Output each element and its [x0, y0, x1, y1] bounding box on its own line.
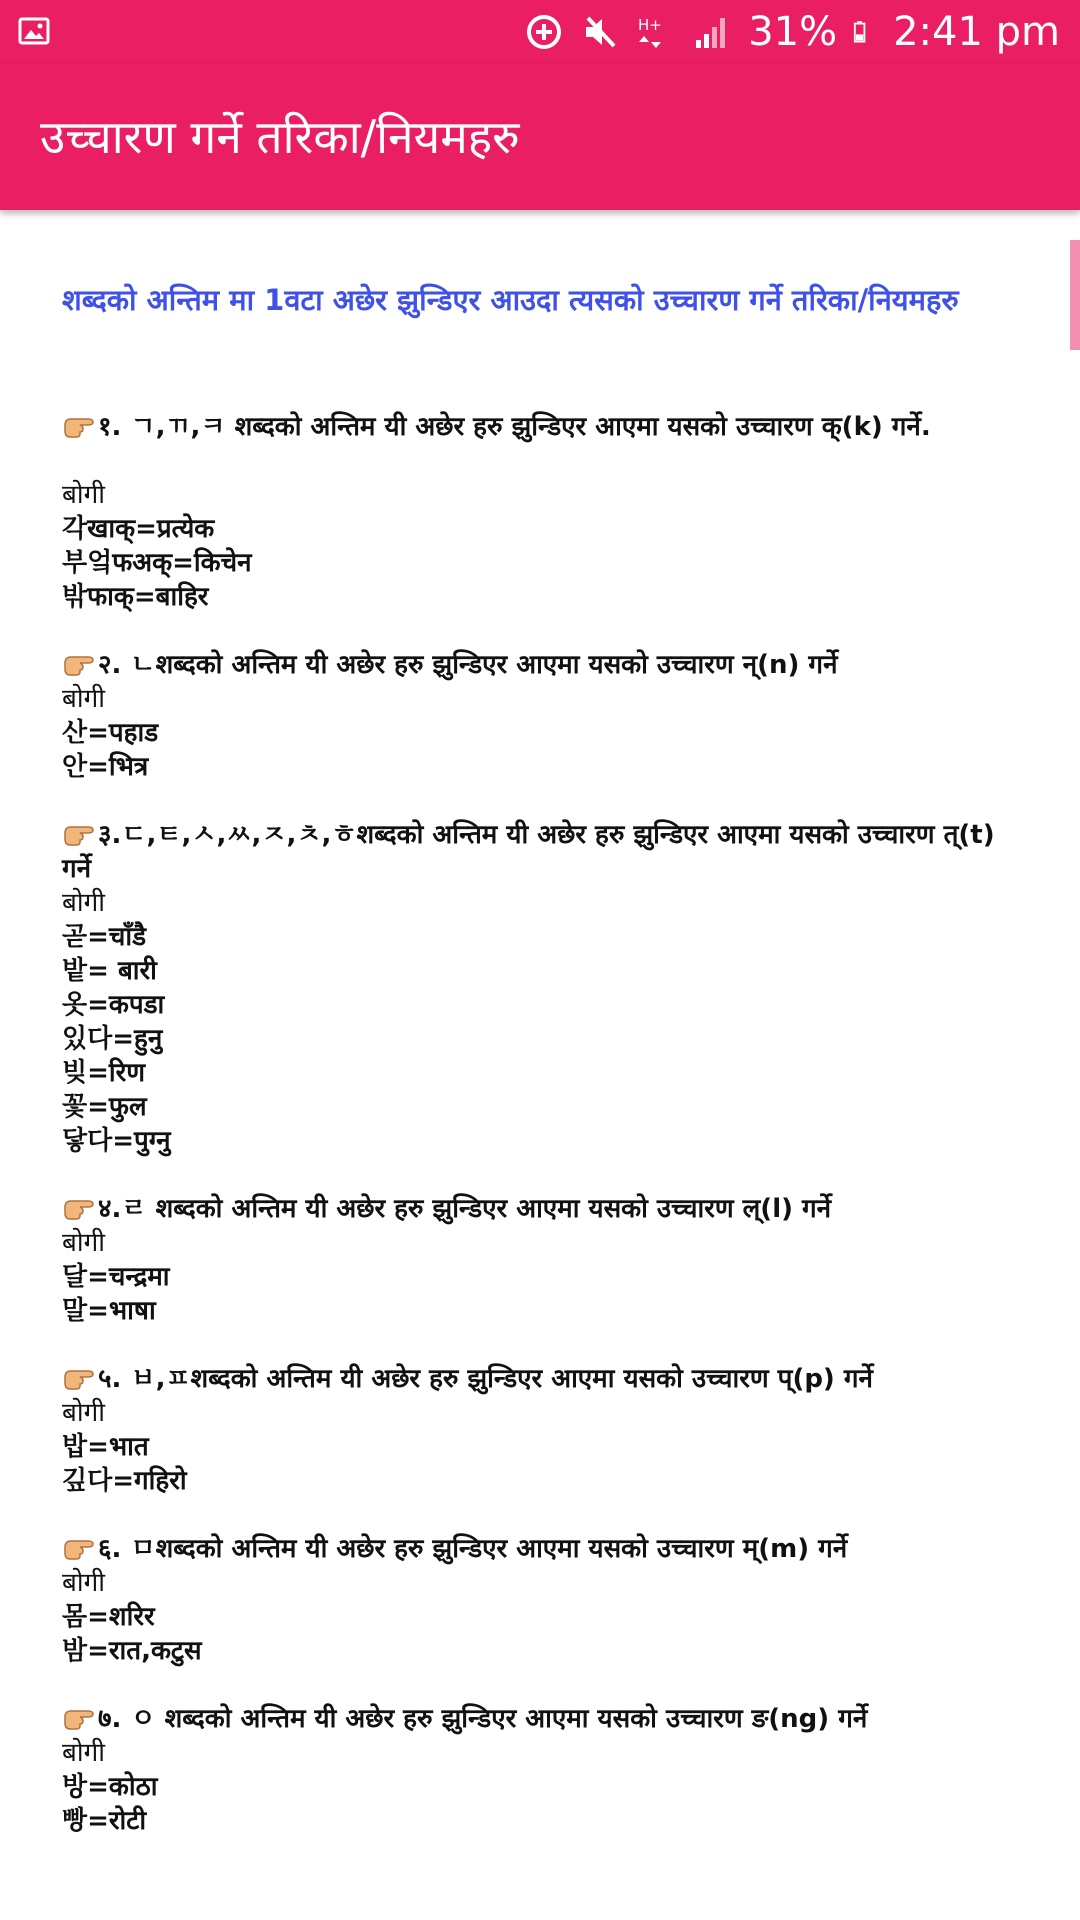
article [62, 280, 1012, 1872]
example-item: 곧=चाँडै [62, 922, 147, 952]
example-item: 밭= बारी [62, 956, 157, 986]
example-item: 부엌फअक्=किचेन [62, 548, 252, 578]
example-label: बोगी [62, 684, 105, 714]
pointing-hand-icon [62, 819, 96, 849]
example-label: बोगी [62, 1228, 105, 1258]
mute-icon [580, 12, 620, 52]
rule-section [62, 410, 1012, 614]
example-item: 빚=रिण [62, 1058, 146, 1088]
example-item: 밖फाक्=बाहिर [62, 582, 209, 612]
page-title: उच्चारण गर्ने तरिका/नियमहरु [40, 110, 520, 164]
rule-text [62, 410, 1012, 444]
rule-label: ६. ㅁशब्दको अन्तिम यी अछेर हरु झुन्डिएर आएमा यसको उच्चारण म्(m) गर्ने [98, 1534, 848, 1564]
rule-section [62, 818, 1012, 1158]
example-item: 말=भाषा [62, 1296, 156, 1326]
rule-text [62, 1702, 1012, 1736]
example-item: 산=पहाड [62, 718, 159, 748]
app-bar [0, 64, 1080, 210]
example-item: 깊다=गहिरो [62, 1466, 187, 1496]
example-label: बोगी [62, 1568, 105, 1598]
pointing-hand-icon [62, 1533, 96, 1563]
example-item: 달=चन्द्रमा [62, 1262, 170, 1292]
example-item: 있다=हुनु [62, 1024, 163, 1054]
example-item: 꽃=फुल [62, 1092, 147, 1122]
rule-text [62, 648, 1012, 682]
pointing-hand-icon [62, 1363, 96, 1393]
pointing-hand-icon [62, 1703, 96, 1733]
content-scroll-area[interactable] [0, 210, 1080, 1920]
example-item: 각खाक्=प्रत्येक [62, 514, 215, 544]
example-item: 밤=रात,कटुस [62, 1636, 202, 1666]
rule-section [62, 1192, 1012, 1328]
data-saver-icon [524, 12, 564, 52]
example-label: बोगी [62, 480, 105, 510]
rule-label: ७. ㅇ शब्दको अन्तिम यी अछेर हरु झुन्डिएर आएमा यसको उच्चारण ङ(ng) गर्ने [98, 1704, 868, 1734]
rule-text [62, 1362, 1012, 1396]
example-item: 옷=कपडा [62, 990, 165, 1020]
rule-text [62, 818, 1012, 886]
example-item: 닿다=पुग्नु [62, 1126, 171, 1156]
pointing-hand-icon [62, 649, 96, 679]
network-hplus-icon [636, 12, 676, 52]
spacer [62, 444, 1012, 478]
section-heading: शब्दको अन्तिम मा 1वटा अछेर झुन्डिएर आउदा त्यसको उच्चारण गर्ने तरिका/नियमहरु [62, 283, 959, 317]
rule-label: २. ㄴशब्दको अन्तिम यी अछेर हरु झुन्डिएर आएमा यसको उच्चारण न्(n) गर्ने [98, 650, 838, 680]
rule-section [62, 648, 1012, 784]
rule-text [62, 1192, 1012, 1226]
battery-percent: 31% [748, 9, 838, 55]
example-label: बोगी [62, 1398, 105, 1428]
status-icons [524, 6, 1060, 58]
status-time: 2:41 pm [893, 9, 1060, 55]
rule-section [62, 1532, 1012, 1668]
battery-icon [853, 12, 877, 52]
example-item: 빵=रोटी [62, 1806, 147, 1836]
example-item: 안=भित्र [62, 752, 149, 782]
example-item: 방=कोठा [62, 1772, 158, 1802]
rule-label: १. ㄱ,ㄲ,ㅋ शब्दको अन्तिम यी अछेर हरु झुन्डिएर आएमा यसको उच्चारण क्(k) गर्ने. [98, 412, 931, 442]
example-label: बोगी [62, 1738, 105, 1768]
gallery-icon [18, 15, 50, 47]
example-item: 밥=भात [62, 1432, 149, 1462]
scrollbar[interactable] [1070, 240, 1080, 350]
rules-list [62, 410, 1012, 1838]
rule-label: ३.ㄷ,ㅌ,ㅅ,ㅆ,ㅈ,ㅊ,ㅎशब्दको अन्तिम यी अछेर हरु झुन्डिएर आएमा यसको उच्चारण त्(t) गर्ने [62, 820, 995, 884]
rule-section [62, 1362, 1012, 1498]
pointing-hand-icon [62, 411, 96, 441]
rule-text [62, 1532, 1012, 1566]
signal-icon [692, 12, 732, 52]
status-bar [0, 0, 1080, 64]
rule-label: ५. ㅂ,ㅍशब्दको अन्तिम यी अछेर हरु झुन्डिएर आएमा यसको उच्चारण प्(p) गर्ने [98, 1364, 873, 1394]
pointing-hand-icon [62, 1193, 96, 1223]
example-label: बोगी [62, 888, 105, 918]
rule-label: ४.ㄹ शब्दको अन्तिम यी अछेर हरु झुन्डिएर आएमा यसको उच्चारण ल्(l) गर्ने [98, 1194, 832, 1224]
example-item: 몸=शरिर [62, 1602, 155, 1632]
svg-text:H+: H+ [638, 16, 663, 34]
rule-section [62, 1702, 1012, 1838]
